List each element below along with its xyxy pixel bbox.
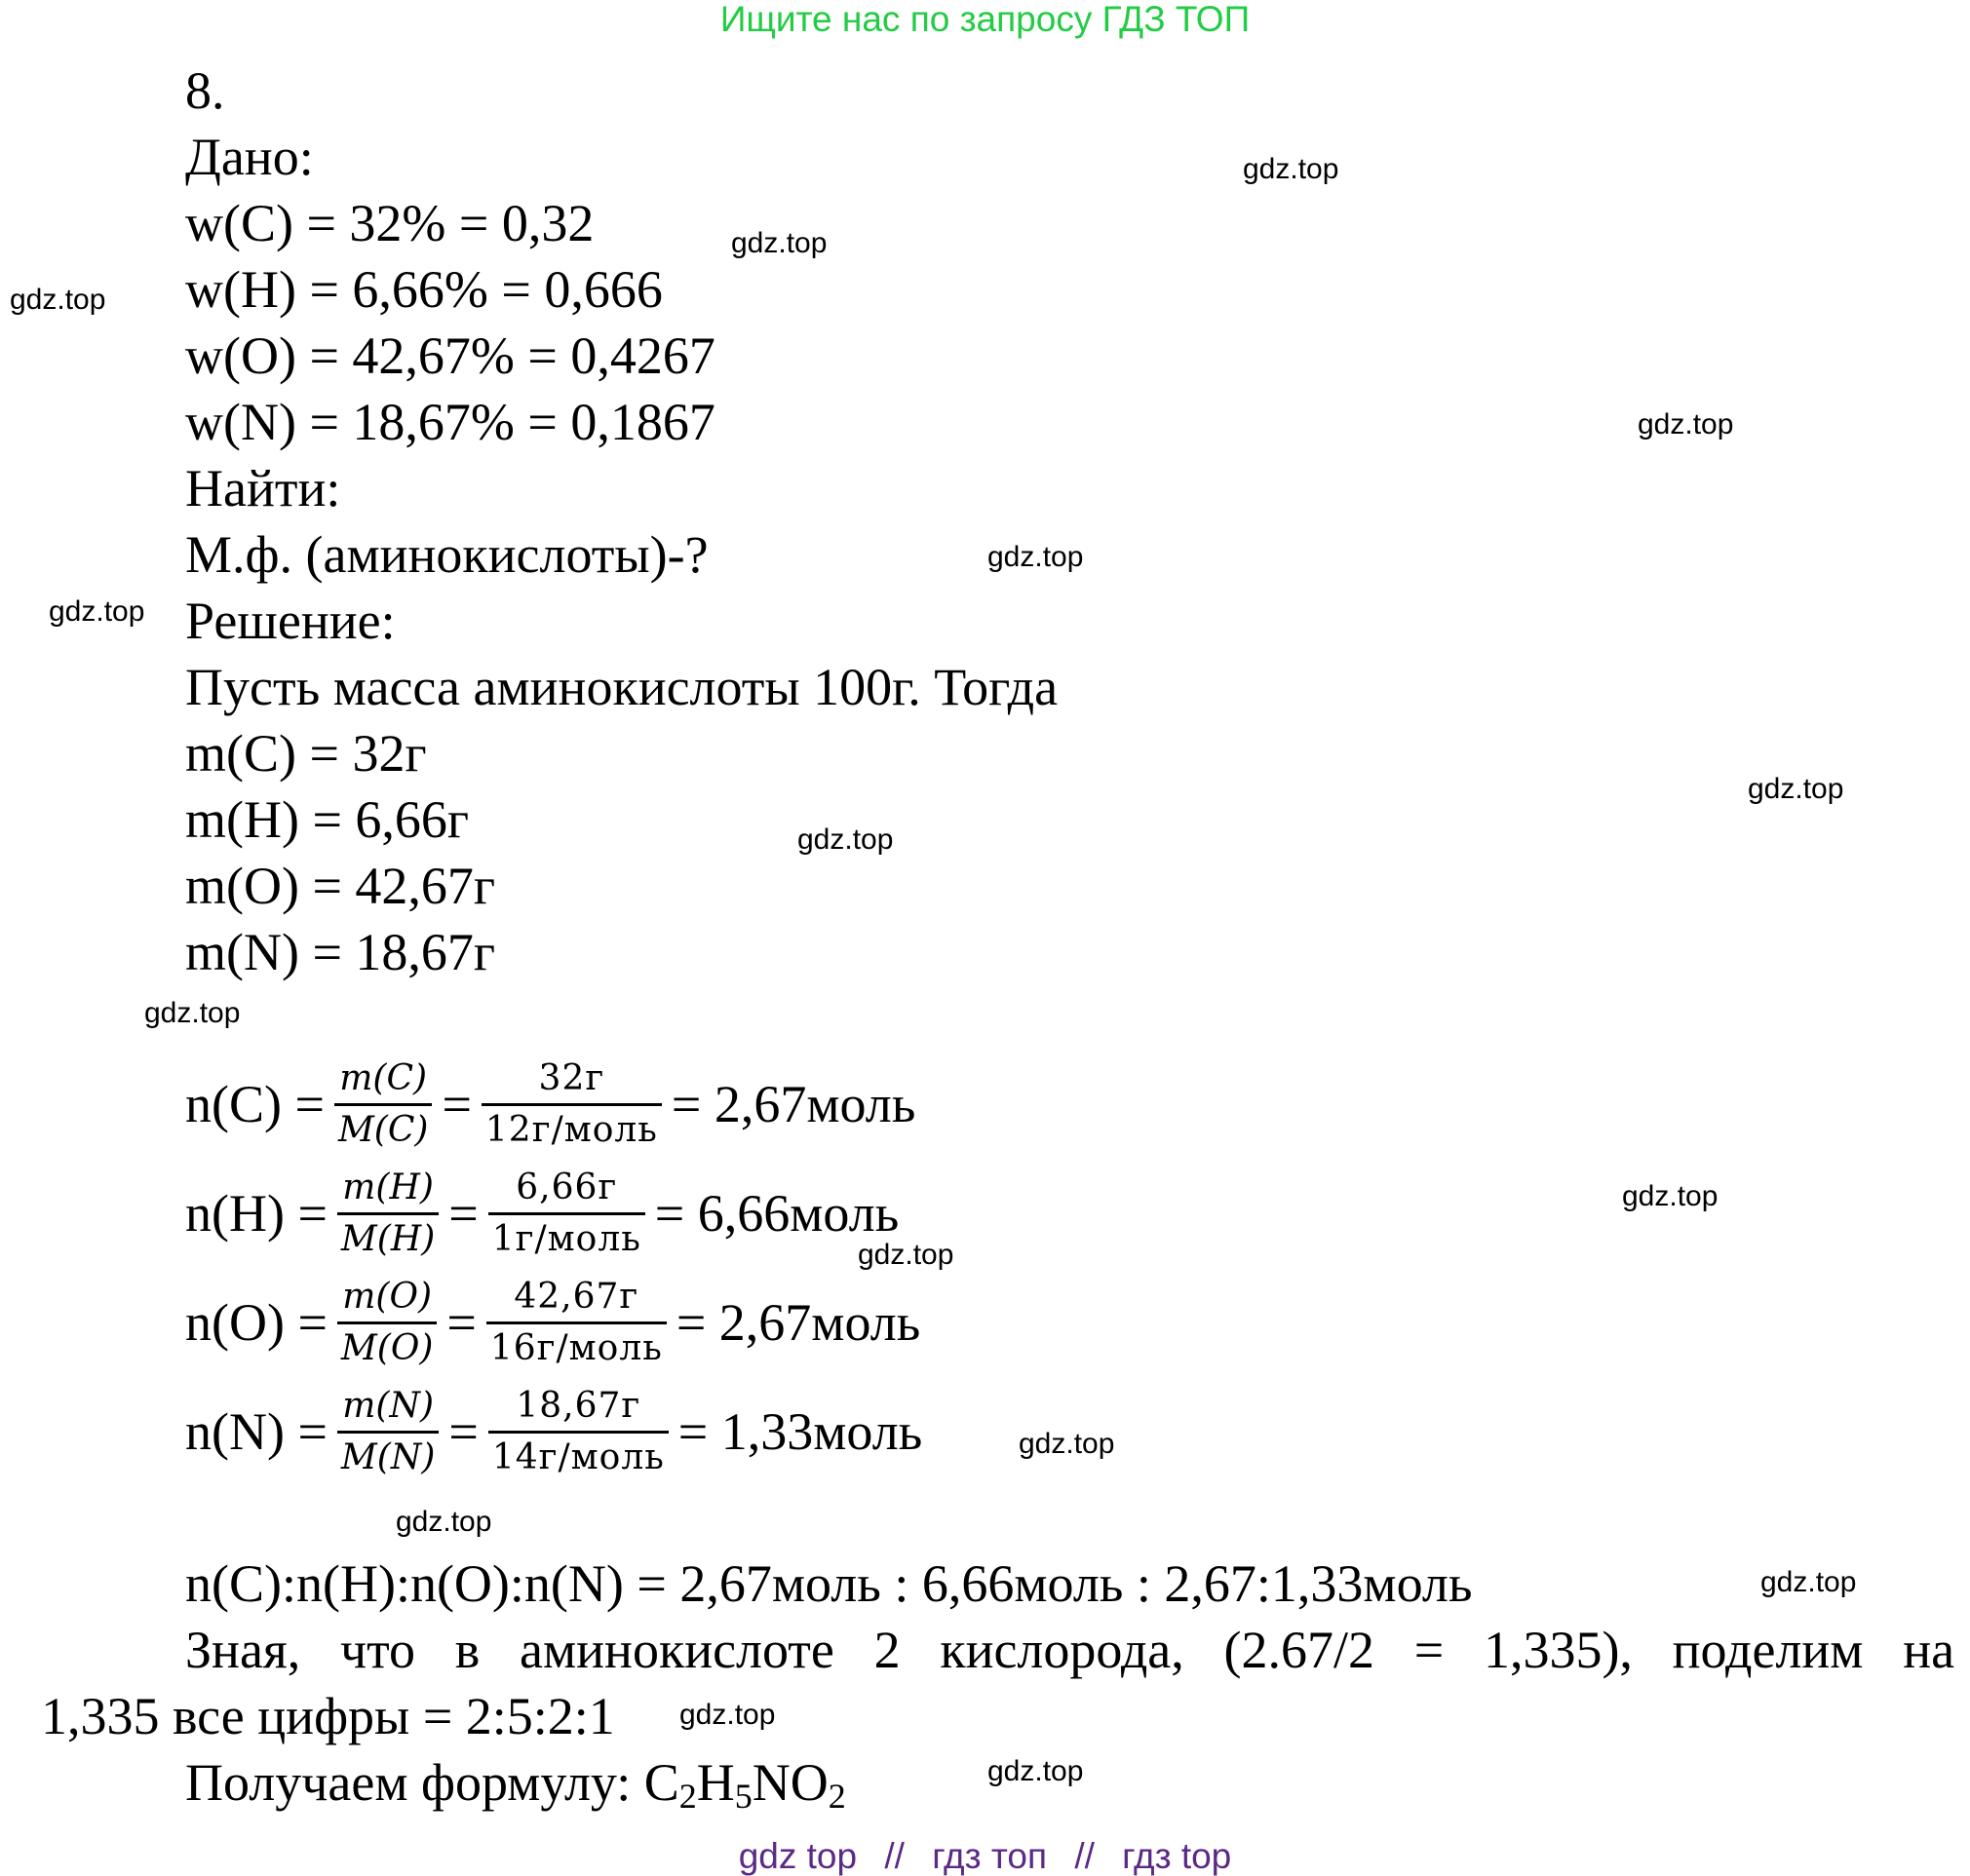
equals-sign: = [446, 1293, 477, 1352]
equation-rhs: = 1,33моль [677, 1402, 923, 1461]
watermark: gdz.top [10, 284, 106, 316]
fraction [486, 1273, 667, 1373]
mole-ratio: n(C):n(H):n(O):n(N) = 2,67моль : 6,66моль : 2,67:1,33моль [185, 1554, 1473, 1613]
given-w-h: w(H) = 6,66% = 0,666 [185, 260, 663, 319]
equation-rhs: = 6,66моль [654, 1184, 900, 1243]
word: 2 [873, 1621, 901, 1679]
watermark: gdz.top [144, 997, 241, 1029]
equation-rhs: = 2,67моль [676, 1293, 921, 1352]
watermark: gdz.top [731, 227, 828, 259]
word: = [1413, 1621, 1445, 1679]
subscript: 5 [734, 1777, 753, 1816]
numerator: 6,66г [516, 1167, 618, 1207]
find-heading: Найти: [185, 459, 341, 517]
watermark: gdz.top [987, 541, 1084, 573]
denominator: M(C) [337, 1109, 429, 1150]
reasoning-line-1 [185, 1620, 1954, 1680]
watermark: gdz.top [1760, 1566, 1857, 1598]
equation-rhs: = 2,67моль [671, 1075, 916, 1133]
watermark: gdz.top [1748, 773, 1844, 805]
mass-n: m(N) = 18,67г [185, 923, 496, 981]
word: (2.67/2 [1223, 1621, 1374, 1679]
mass-c: m(C) = 32г [185, 724, 427, 783]
reasoning-line-2: 1,335 все цифры = 2:5:2:1 [41, 1687, 615, 1745]
watermark: gdz.top [1638, 408, 1734, 440]
equals-sign: = [442, 1075, 472, 1133]
fraction [482, 1054, 662, 1155]
footer-links [0, 1837, 1970, 1876]
equation-n-n [185, 1378, 922, 1485]
equals-sign: = [448, 1402, 479, 1461]
fraction [488, 1382, 669, 1482]
equation-n-o [185, 1269, 920, 1376]
equation-lhs: n(H) = [185, 1184, 328, 1243]
fraction [337, 1164, 439, 1264]
word: аминокислоте [520, 1621, 834, 1679]
watermark: gdz.top [858, 1239, 954, 1271]
search-banner: Ищите нас по запросу ГДЗ ТОП [719, 0, 1251, 39]
numerator: m(O) [342, 1276, 433, 1317]
equation-n-h [185, 1160, 899, 1267]
result-formula [185, 1752, 846, 1816]
word: кислорода, [940, 1621, 1184, 1679]
watermark: gdz.top [1243, 153, 1339, 185]
denominator: M(H) [340, 1218, 436, 1259]
footer-separator: // [1074, 1836, 1095, 1876]
numerator: 32г [538, 1057, 605, 1098]
denominator: 16г/моль [489, 1327, 663, 1368]
watermark: gdz.top [1019, 1428, 1115, 1460]
numerator: m(C) [339, 1057, 428, 1098]
watermark: gdz.top [49, 595, 145, 628]
denominator: 1г/моль [491, 1218, 641, 1259]
watermark: gdz.top [1622, 1180, 1719, 1212]
equation-lhs: n(C) = [185, 1075, 325, 1133]
given-heading: Дано: [185, 128, 314, 186]
word: на [1903, 1621, 1955, 1679]
mass-h: m(H) = 6,66г [185, 790, 470, 849]
fraction [337, 1382, 439, 1482]
formula-no: NO [752, 1753, 829, 1812]
watermark: gdz.top [987, 1755, 1084, 1787]
word: в [454, 1621, 481, 1679]
equation-lhs: n(O) = [185, 1293, 328, 1352]
mass-o: m(O) = 42,67г [185, 857, 496, 915]
fraction [334, 1054, 433, 1155]
footer-link[interactable]: гдз топ [932, 1836, 1048, 1876]
numerator: m(H) [342, 1167, 434, 1207]
watermark: gdz.top [679, 1699, 776, 1731]
solution-heading: Решение: [185, 592, 396, 650]
subscript: 2 [828, 1777, 846, 1816]
equation-lhs: n(N) = [185, 1402, 328, 1461]
numerator: 18,67г [516, 1385, 641, 1426]
footer-link[interactable]: гдз top [1122, 1836, 1232, 1876]
word: поделим [1672, 1621, 1864, 1679]
formula-prefix: Получаем формулу: C [185, 1753, 679, 1812]
find-target: М.ф. (аминокислоты)-? [185, 525, 709, 584]
subscript: 2 [678, 1777, 697, 1816]
denominator: 14г/моль [491, 1436, 665, 1477]
word: 1,335), [1483, 1621, 1633, 1679]
footer-separator: // [884, 1836, 905, 1876]
given-w-n: w(N) = 18,67% = 0,1867 [185, 393, 715, 451]
numerator: m(N) [342, 1385, 435, 1426]
given-w-c: w(C) = 32% = 0,32 [185, 194, 595, 252]
numerator: 42,67г [514, 1276, 639, 1317]
formula-h: H [696, 1753, 735, 1812]
watermark: gdz.top [797, 823, 894, 856]
task-number: 8. [185, 61, 225, 120]
denominator: 12г/моль [484, 1109, 658, 1150]
given-w-o: w(O) = 42,67% = 0,4267 [185, 326, 715, 385]
solution-assumption: Пусть масса аминокислоты 100г. Тогда [185, 658, 1059, 716]
denominator: M(N) [340, 1436, 436, 1477]
watermark: gdz.top [396, 1506, 492, 1538]
equals-sign: = [448, 1184, 479, 1243]
word: что [340, 1621, 416, 1679]
fraction [488, 1164, 645, 1264]
equation-n-c [185, 1051, 915, 1158]
fraction [337, 1273, 437, 1373]
word: Зная, [185, 1621, 301, 1679]
denominator: M(O) [340, 1327, 434, 1368]
footer-link[interactable]: gdz top [738, 1836, 858, 1876]
